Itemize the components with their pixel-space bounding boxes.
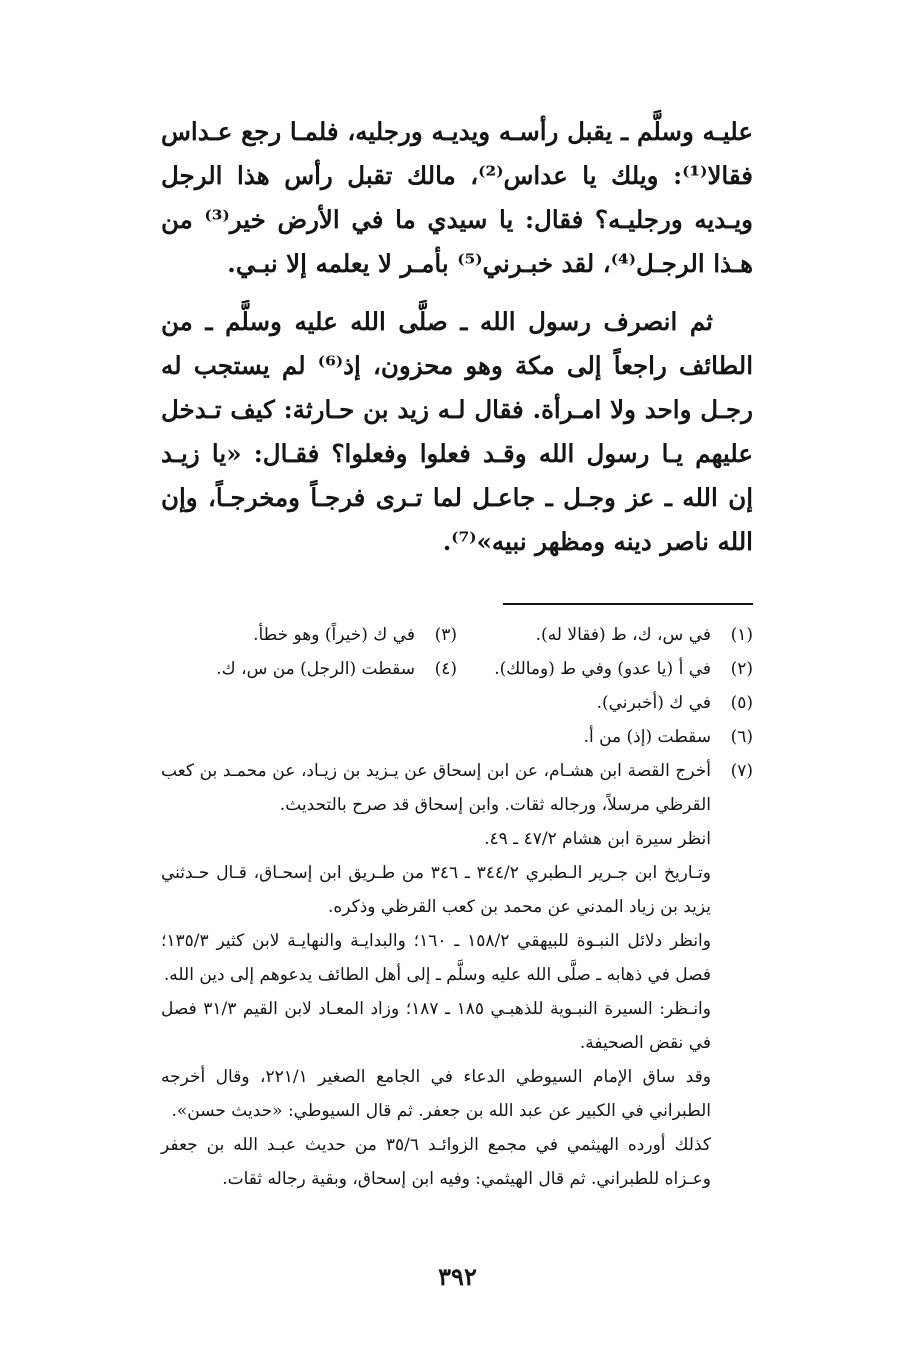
footnote-paragraph: أخرج القصة ابن هشـام، عن ابن إسحاق عن يـزيد بن زيـاد، عن محمـد بن كعب القرظي مرسلاً، ورجاله ثقات. وابن إسحاق قد صرح بالتحديث. [161, 761, 711, 815]
footnote-paragraph: وتـاريخ ابن جـرير الـطبري ٣٤٤/٢ ـ ٣٤٦ من طـريق ابن إسحـاق، قـال حـدثني يزيد بن زياد المدني عن محمد بن كعب القرظي وذكره. [161, 863, 711, 917]
footnote-number: (٤) [434, 659, 457, 679]
footnote-2 [457, 652, 753, 686]
footnote-5 [161, 686, 753, 720]
footnote-paragraph: كذلك أورده الهيثمي في مجمع الزوائـد ٣٥/٦ من حديث عبـد الله بن جعفر وعـزاه للطبراني. ثم قال الهيثمي: وفيه ابن إسحاق، وبقية رجاله ثقات. [161, 1135, 711, 1189]
main-paragraph: عليـه وسلَّم ـ يقبل رأسـه ويديـه ورجليه، فلمـا رجع عـداس فقالا⁽¹⁾: ويلك يا عداس⁽²⁾، مالك تقبل رأس هذا الرجل ويـديه ورجليـه؟ فقال: يا سيدي ما في الأرض خير⁽³⁾ من هـذا الرجـل⁽⁴⁾، لقد خبـرني⁽⁵⁾ بأمـر لا يعلمه إلا نبـي. [161, 117, 753, 278]
footnote-4 [161, 652, 457, 686]
footnote-text: في ك (أخبرني). [596, 693, 711, 713]
main-text [161, 110, 753, 564]
footnote-paragraph: وقد ساق الإمام السيوطي الدعاء في الجامع الصغير ٢٢١/١، وقال أخرجه الطبراني في الكبير عن عبد الله بن جعفر. ثم قال السيوطي: «حديث حسن». [161, 1067, 711, 1121]
footnote-6 [161, 720, 753, 754]
footnote-number: (١) [730, 625, 753, 645]
footnote-row [161, 652, 753, 686]
footnote-paragraph: وانظر دلائل النبـوة للبيهقي ١٥٨/٢ ـ ١٦٠؛ والبدايـة والنهايـة لابن كثير ١٣٥/٣؛ فصل في ذهابه ـ صلَّى الله عليه وسلَّم ـ إلى أهل الطائف يدعوهم إلى دين الله. [161, 931, 711, 985]
footnote-text: سقطت (الرجل) من س، ك. [216, 659, 415, 679]
footnote-number: (٦) [730, 727, 753, 747]
footnote-3 [161, 618, 457, 652]
footnote-7 [161, 754, 753, 1196]
footnote-number: (٧) [730, 761, 753, 781]
footnote-text [161, 754, 711, 1196]
footnote-1 [457, 618, 753, 652]
footnote-divider [503, 603, 753, 605]
footnote-text: في ك (خيراً) وهو خطأ. [253, 625, 415, 645]
footnote-text: سقطت (إذ) من أ. [583, 727, 711, 747]
footnote-text: في أ (يا عدو) وفي ط (ومالك). [494, 659, 711, 679]
footnote-row [161, 618, 753, 652]
footnote-number: (٢) [730, 659, 753, 679]
footnote-paragraph: وانـظر: السيرة النبـوية للذهبـي ١٨٥ ـ ١٨٧؛ وزاد المعـاد لابن القيم ٣١/٣ فصل في نقض الصحيفة. [161, 999, 711, 1053]
page-number: ٣٩٢ [438, 1262, 477, 1291]
footnote-number: (٣) [434, 625, 457, 645]
footnote-text: في س، ك، ط (فقالا له). [535, 625, 711, 645]
footnotes [161, 618, 753, 1196]
footnote-number: (٥) [730, 693, 753, 713]
main-paragraph: ثم انصرف رسول الله ـ صلَّى الله عليه وسلَّم ـ من الطائف راجعاً إلى مكة وهو محزون، إذ⁽⁶⁾ لم يستجب له رجـل واحد ولا امـرأة. فقال لـه زيد بن حـارثة: كيف تـدخل عليهم يـا رسول الله وقـد فعلوا وفعلوا؟ فقـال: «يا زيـد إن الله ـ عز وجـل ـ جاعـل لما تـرى فرجـاً ومخرجـاً، وإن الله ناصر دينه ومظهر نبيه»⁽⁷⁾. [161, 307, 753, 556]
footnote-paragraph: انظر سيرة ابن هشام ٤٧/٢ ـ ٤٩. [484, 829, 711, 849]
